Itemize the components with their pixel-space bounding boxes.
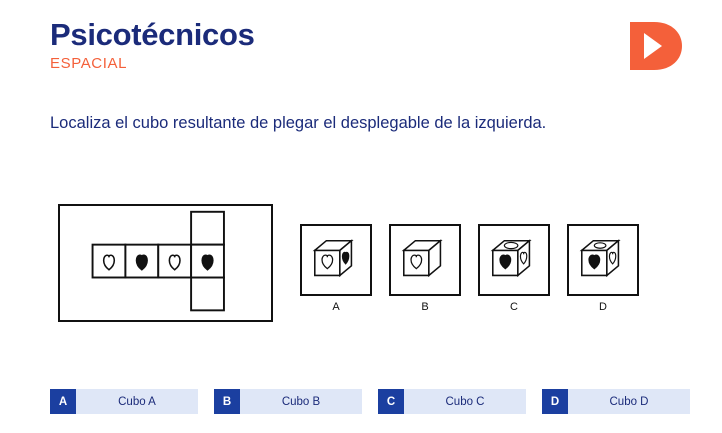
- cube-option-b[interactable]: [389, 224, 461, 313]
- cube-option-c-label: C: [510, 301, 518, 313]
- orange-arrow-logo-icon: [628, 20, 684, 72]
- answer-text-a: Cubo A: [118, 395, 156, 408]
- cube-option-a-box[interactable]: [300, 224, 372, 296]
- cube-option-b-label: B: [421, 301, 429, 313]
- answer-option-b[interactable]: [214, 389, 362, 414]
- page-subtitle: ESPACIAL: [50, 55, 128, 73]
- cube-option-d-box[interactable]: [567, 224, 639, 296]
- answer-key-d: D: [542, 389, 568, 414]
- answer-text-b: Cubo B: [281, 395, 321, 408]
- answer-option-c[interactable]: [378, 389, 526, 414]
- page-title: Psicotécnicos: [50, 17, 255, 52]
- cube-option-a[interactable]: [300, 224, 372, 313]
- figure-area: [0, 196, 722, 336]
- page-header: [50, 18, 255, 72]
- question-text: Localiza el cubo resultante de plegar el desplegable de la izquierda.: [50, 114, 547, 132]
- cube-option-c[interactable]: [478, 224, 550, 313]
- cube-options-row: [300, 224, 639, 313]
- answer-options: [50, 389, 690, 414]
- cube-option-c-box[interactable]: [478, 224, 550, 296]
- cube-option-d-label: D: [599, 301, 607, 313]
- answer-key-a: A: [50, 389, 76, 414]
- cube-option-d[interactable]: [567, 224, 639, 313]
- answer-option-a[interactable]: [50, 389, 198, 414]
- cube-option-b-box[interactable]: [389, 224, 461, 296]
- answer-option-d[interactable]: [542, 389, 690, 414]
- cube-option-a-label: A: [332, 301, 340, 313]
- unfolded-cube-net: [58, 204, 273, 322]
- answer-key-b: B: [214, 389, 240, 414]
- answer-key-c: C: [378, 389, 404, 414]
- answer-text-c: Cubo C: [445, 395, 485, 408]
- answer-text-d: Cubo D: [609, 395, 649, 408]
